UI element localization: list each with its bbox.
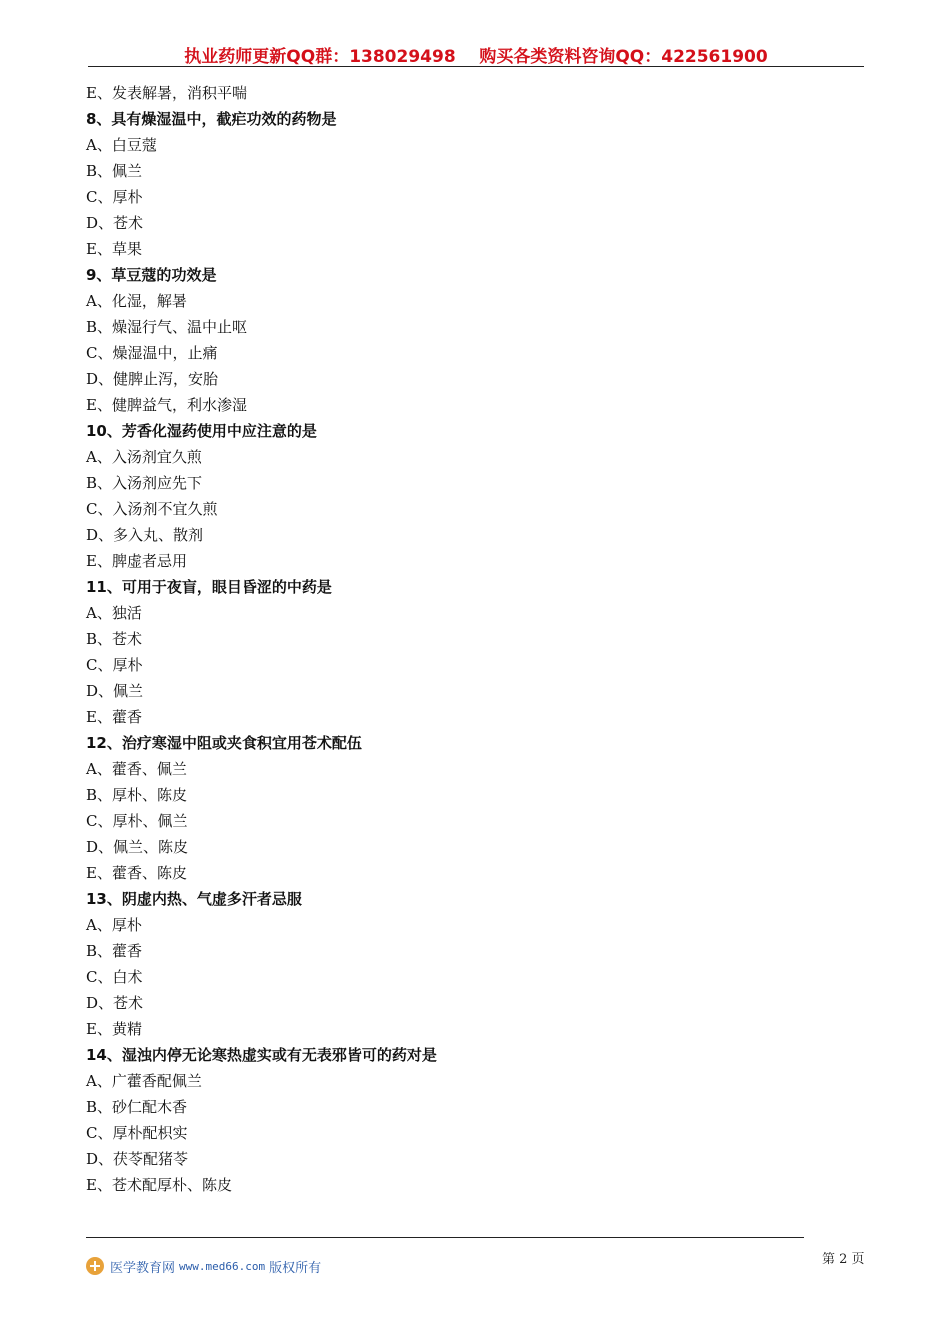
answer-option: A、白豆蔻 [86,136,157,154]
med66-logo-icon [86,1257,104,1275]
question-stem: 8、具有燥湿温中，截疟功效的药物是 [86,110,337,128]
page-header [88,38,864,67]
page-number: 第 2 页 [822,1252,865,1267]
answer-option: E、发表解暑，消积平喘 [86,84,247,102]
answer-option: C、厚朴、佩兰 [86,812,188,830]
footer-rights: 版权所有 [269,1260,322,1276]
answer-option: C、厚朴 [86,188,143,206]
question-stem: 14、湿浊内停无论寒热虚实或有无表邪皆可的药对是 [86,1046,437,1064]
answer-option: D、佩兰、陈皮 [86,838,189,856]
answer-option: E、草果 [86,240,142,258]
answer-option: D、苍术 [86,994,144,1012]
answer-option: D、苍术 [86,214,144,232]
question-stem: 10、芳香化湿药使用中应注意的是 [86,422,317,440]
answer-option: A、化湿，解暑 [86,292,187,310]
answer-option: C、厚朴 [86,656,143,674]
answer-option: E、苍术配厚朴、陈皮 [86,1176,232,1194]
answer-option: B、苍术 [86,630,143,648]
question-list [86,80,866,1198]
answer-option: B、藿香 [86,942,143,960]
question-stem: 13、阴虚内热、气虚多汗者忌服 [86,890,302,908]
answer-option: B、佩兰 [86,162,143,180]
answer-option: A、广藿香配佩兰 [86,1072,202,1090]
answer-option: C、白术 [86,968,143,986]
header-contact-text: 执业药师更新QQ群：138029498 购买各类资料咨询QQ：422561900 [184,47,768,67]
footer-branding [86,1256,321,1276]
question-stem: 9、草豆蔻的功效是 [86,266,217,284]
answer-option: A、入汤剂宜久煎 [86,448,202,466]
answer-option: A、独活 [86,604,142,622]
answer-option: E、黄精 [86,1020,142,1038]
answer-option: E、脾虚者忌用 [86,552,187,570]
answer-option: D、佩兰 [86,682,144,700]
answer-option: B、厚朴、陈皮 [86,786,188,804]
answer-option: E、藿香 [86,708,142,726]
answer-option: C、入汤剂不宜久煎 [86,500,218,518]
answer-option: B、砂仁配木香 [86,1098,188,1116]
question-stem: 12、治疗寒湿中阻或夹食积宜用苍术配伍 [86,734,362,752]
answer-option: A、厚朴 [86,916,142,934]
answer-option: B、燥湿行气、温中止呕 [86,318,248,336]
question-stem: 11、可用于夜盲，眼目昏涩的中药是 [86,578,332,596]
answer-option: D、健脾止泻，安胎 [86,370,219,388]
answer-option: E、健脾益气，利水渗湿 [86,396,247,414]
footer-site-link[interactable]: www.med66.com [179,1259,266,1273]
answer-option: C、厚朴配枳实 [86,1124,188,1142]
footer-brand-name: 医学教育网 [110,1260,176,1276]
answer-option: E、藿香、陈皮 [86,864,187,882]
answer-option: A、藿香、佩兰 [86,760,187,778]
answer-option: B、入汤剂应先下 [86,474,203,492]
answer-option: D、多入丸、散剂 [86,526,204,544]
answer-option: C、燥湿温中，止痛 [86,344,218,362]
answer-option: D、茯苓配猪苓 [86,1150,189,1168]
footer-divider [86,1237,804,1238]
